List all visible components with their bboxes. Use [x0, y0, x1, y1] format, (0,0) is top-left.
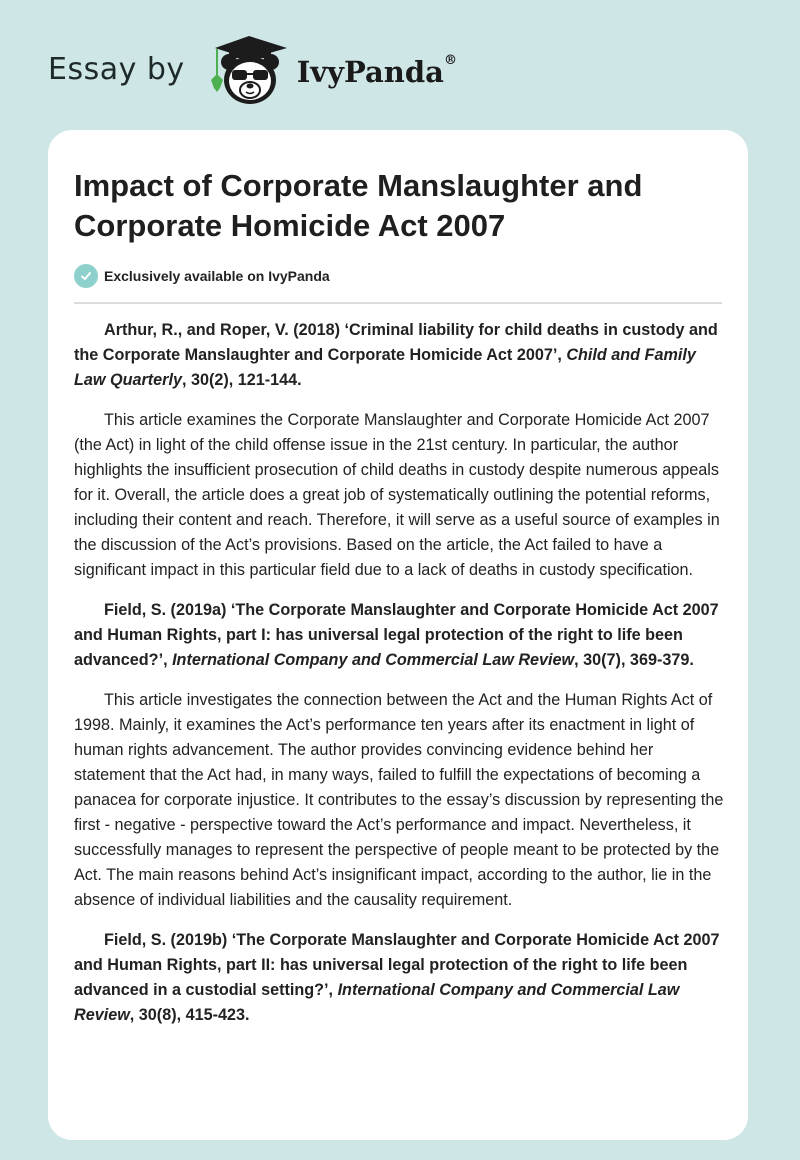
essay-by-label: Essay by: [48, 51, 185, 87]
check-circle-icon: [74, 264, 98, 288]
brand-text: IvyPanda: [296, 55, 444, 89]
reference-entry: [74, 928, 724, 1028]
annotation-paragraph: This article examines the Corporate Manslaughter and Corporate Homicide Act 2007 (the Act) in light of the child offense issue in the 21st century. In particular, the author highlights the insufficient prosecution of child deaths in custody despite numerous appeals for it. Overall, the article does a great job of systematically outlining the potential reforms, including their content and reach. Therefore, it will serve as a useful source of examples in the discussion of the Act’s provisions. Based on the article, the Act failed to have a significant impact in this particular field due to a lack of deaths in custody specification.: [74, 411, 720, 579]
reference-text: Field, S. (2019a) ‘The Corporate Manslaughter and Corporate Homicide Act 2007 and Human Rights, part I: has universal legal protection of the right to life been advanced?’,: [74, 601, 719, 669]
essay-card: [48, 130, 748, 1140]
badge-text: Exclusively available on IvyPanda: [104, 268, 330, 284]
page-title: Impact of Corporate Manslaughter and Corporate Homicide Act 2007: [74, 168, 643, 243]
reference-details: , 30(8), 415-423.: [129, 1006, 250, 1024]
site-header: [48, 30, 457, 110]
reference-text: Field, S. (2019b) ‘The Corporate Manslaughter and Corporate Homicide Act 2007 and Human Rights, part II: has universal legal protection of the right to life been advanced in a custodial setting?’,: [74, 931, 720, 999]
reference-entry: [74, 598, 724, 673]
journal-title: Child and Family Law Quarterly: [74, 346, 696, 389]
exclusive-badge: [74, 264, 330, 288]
journal-title: International Company and Commercial Law Review: [172, 651, 575, 669]
reference-entry: [74, 318, 724, 393]
annotation-paragraph: This article investigates the connection between the Act and the Human Rights Act of 1998. Mainly, it examines the Act’s performance ten years after its enactment in light of human rights advancement. The author provides convincing evidence behind her statement that the Act had, in many ways, failed to fulfill the expectations of becoming a panacea for corporate injustice. It contributes to the essay’s discussion by representing the first - negative - perspective toward the Act’s performance and impact. Nevertheless, it successfully manages to represent the perspective of people meant to be protected by the Act. The main reasons behind Act’s insignificant impact, according to the author, lie in the absence of individual liabilities and the causality requirement.: [74, 691, 724, 909]
reference-text: Arthur, R., and Roper, V. (2018) ‘Criminal liability for child deaths in custody and the Corporate Manslaughter and Corporate Homicide Act 2007’,: [74, 321, 718, 364]
registered-mark: ®: [443, 53, 457, 68]
essay-content: [74, 318, 724, 1043]
reference-details: , 30(7), 369-379.: [574, 651, 694, 669]
divider: [74, 302, 722, 304]
reference-details: , 30(2), 121-144.: [181, 371, 302, 389]
panda-graduation-cap-icon[interactable]: [203, 32, 293, 108]
journal-title: International Company and Commercial Law Review: [74, 981, 680, 1024]
brand-name[interactable]: [297, 55, 457, 89]
